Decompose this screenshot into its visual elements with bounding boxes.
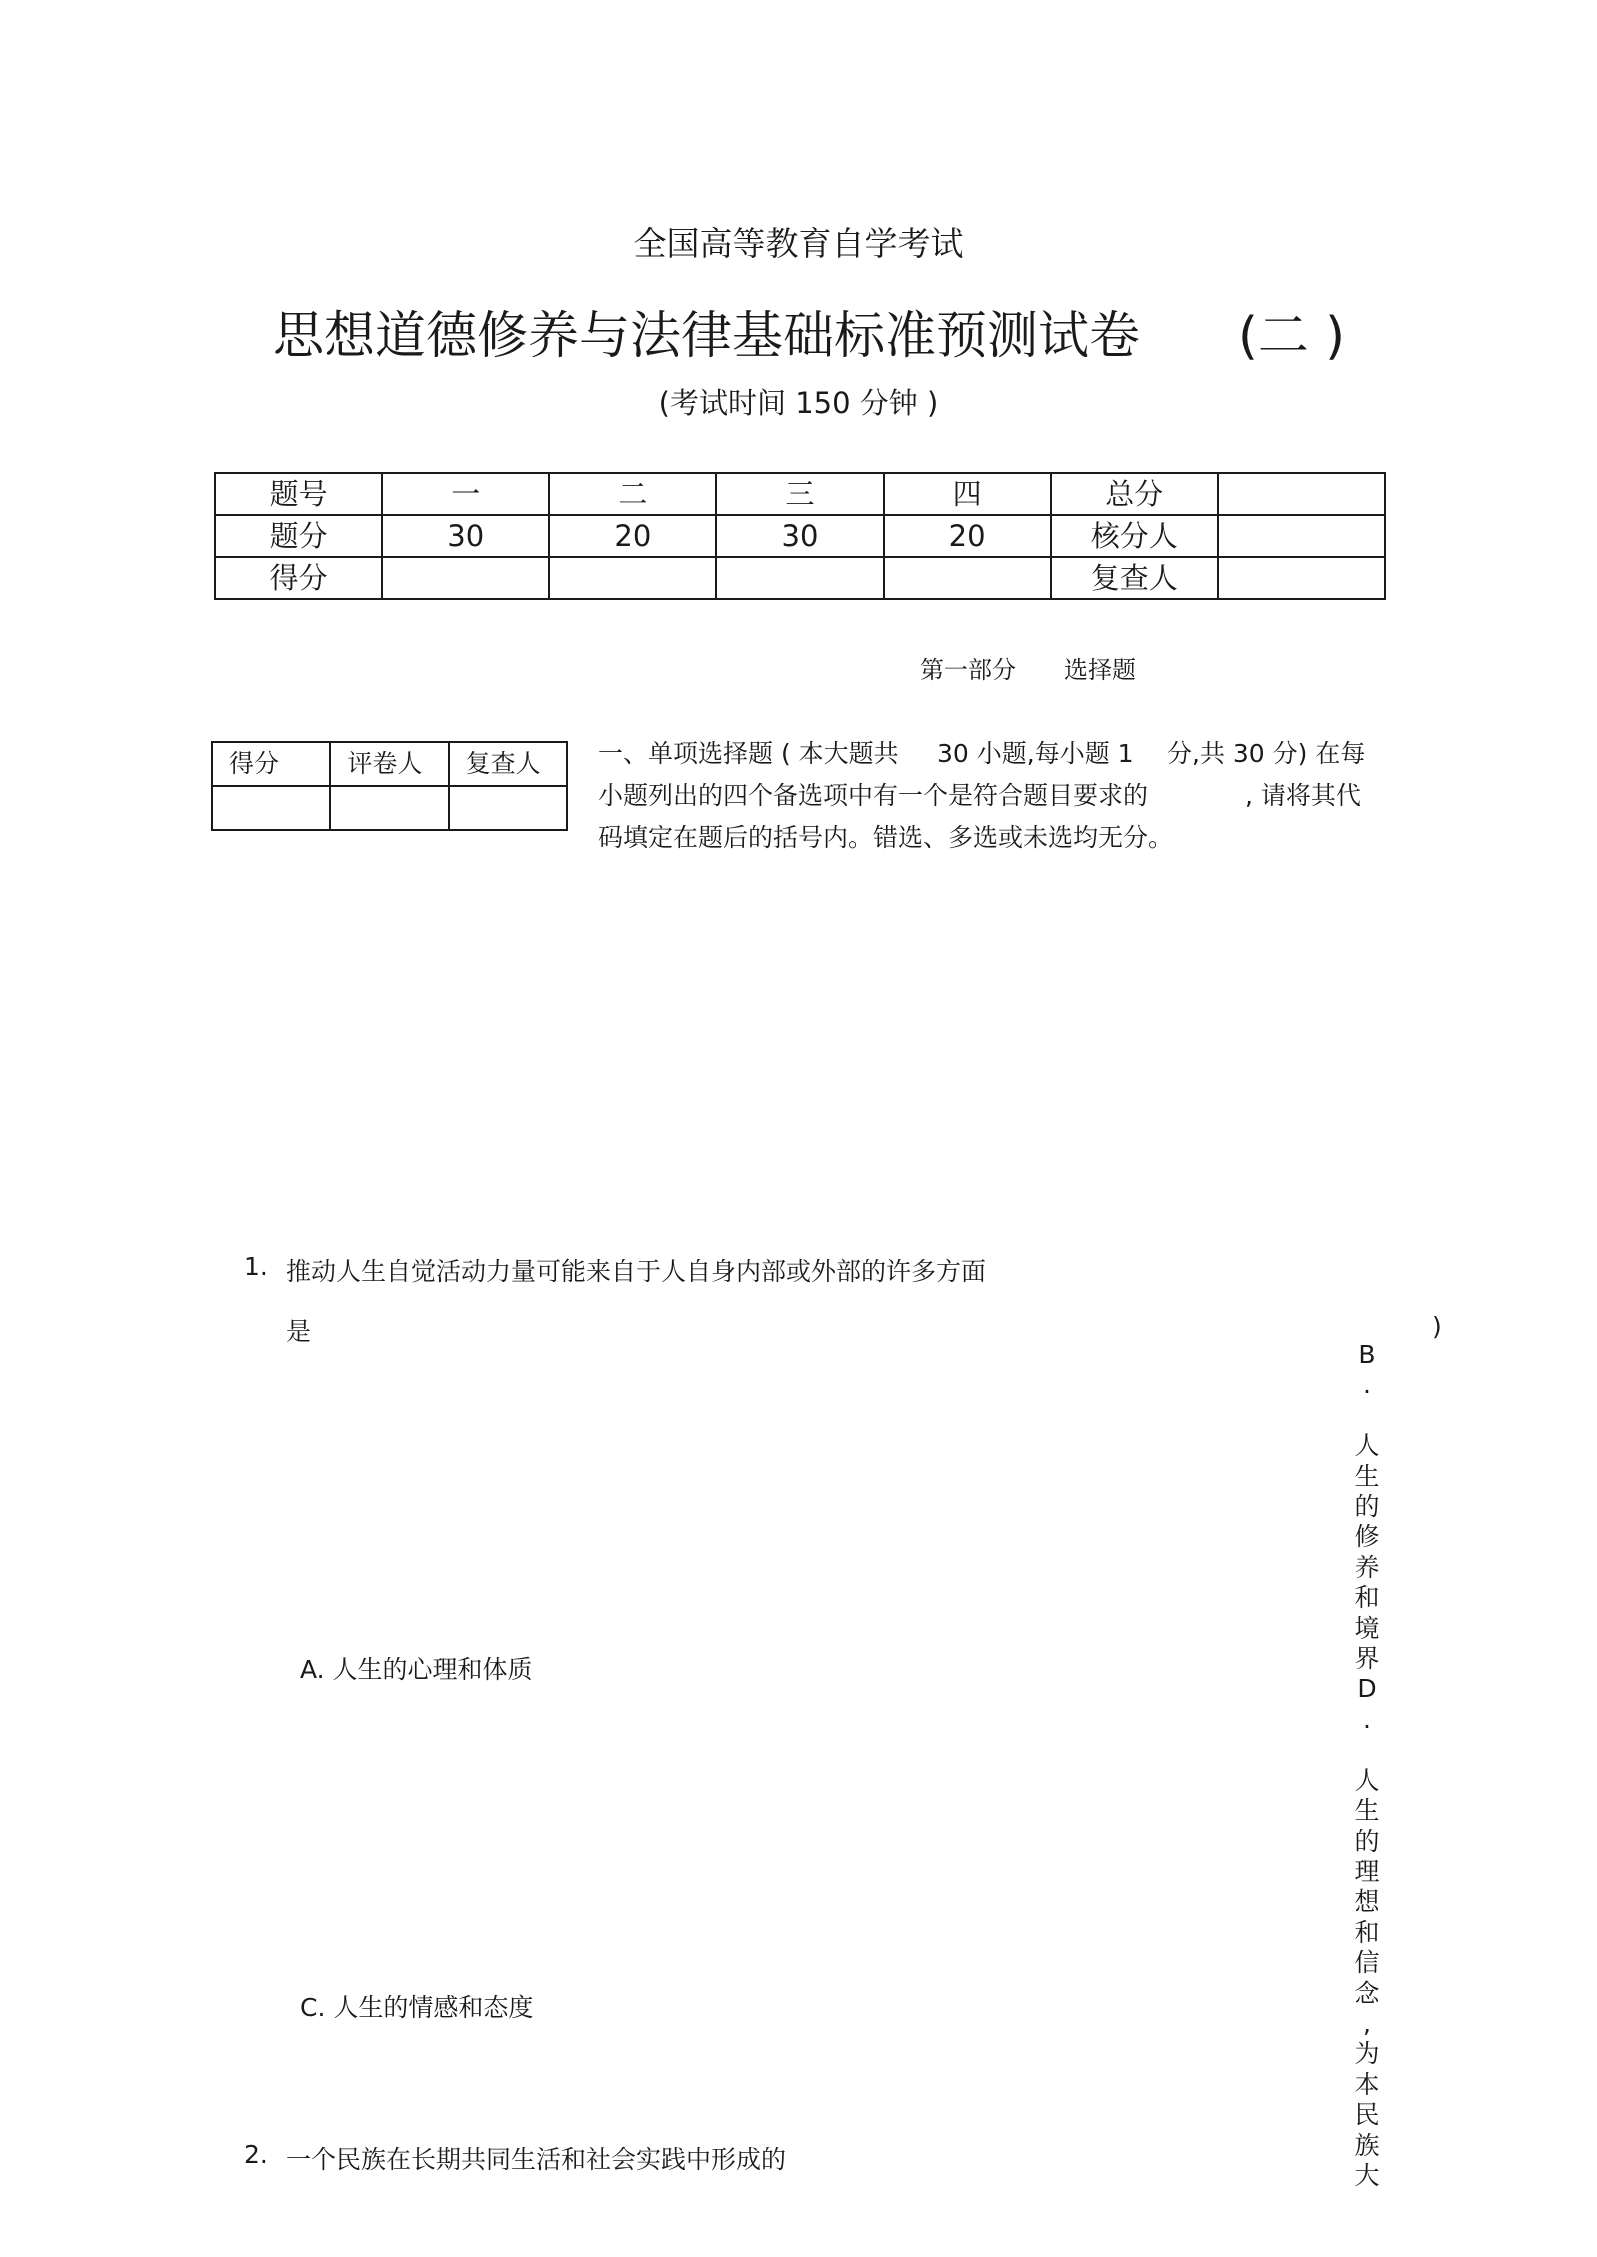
question-2-text: 一个民族在长期共同生活和社会实践中形成的: [286, 2145, 787, 2174]
vertical-char: D: [1357, 1674, 1377, 1704]
score-table-cell: 得分: [215, 557, 382, 599]
score-table-cell: 二: [549, 473, 716, 515]
vertical-char: 人: [1354, 1765, 1380, 1795]
question-1-text: 推动人生自觉活动力量可能来自于人自身内部或外部的许多方面: [286, 1257, 987, 1286]
grader-header-cell: 评卷人: [330, 742, 448, 786]
vertical-char: 理: [1354, 1856, 1380, 1886]
score-table-cell: 复查人: [1051, 557, 1218, 599]
score-table-row: [215, 557, 1385, 599]
part-heading: [920, 650, 1136, 685]
score-table-cell: 三: [716, 473, 883, 515]
score-table-cell[interactable]: [382, 557, 549, 599]
score-table-cell: 题分: [215, 515, 382, 557]
grader-header-row: [212, 742, 567, 786]
vertical-char: 想: [1354, 1887, 1380, 1917]
score-table-cell: 一: [382, 473, 549, 515]
score-table-cell[interactable]: [716, 557, 883, 599]
question-1-option-a: A. 人生的心理和体质: [300, 1655, 533, 1684]
vertical-char: 信: [1354, 1948, 1380, 1978]
exam-subtitle: 全国高等教育自学考试: [633, 224, 964, 263]
vertical-char: 的: [1354, 1826, 1380, 1856]
vertical-char: ,为: [1354, 2008, 1380, 2069]
score-table-row: [215, 473, 1385, 515]
vertical-char: .: [1363, 1704, 1371, 1734]
score-table-cell: 30: [716, 515, 883, 557]
vertical-char: 念: [1354, 1978, 1380, 2008]
vertical-char: 境: [1354, 1613, 1380, 1643]
score-table-cell: 20: [549, 515, 716, 557]
grader-input-cell[interactable]: [449, 786, 567, 830]
score-table-cell[interactable]: [884, 557, 1051, 599]
instructions-line1c: 分,共 30 分) 在每: [1167, 739, 1366, 768]
vertical-char: B: [1358, 1340, 1376, 1369]
instructions-line1b: 30 小题,每小题 1: [937, 739, 1134, 768]
score-table-cell[interactable]: [1218, 473, 1385, 515]
instructions-line2b: , 请将其代: [1245, 781, 1361, 810]
part-label: 第一部分: [920, 656, 1016, 684]
question-1-option-c: C. 人生的情感和态度: [300, 1993, 534, 2022]
vertical-char: 人: [1354, 1431, 1380, 1461]
question-1-continuation: 是: [286, 1317, 312, 1346]
vertical-char: 养: [1354, 1552, 1380, 1582]
exam-title: 思想道德修养与法律基础标准预测试卷: [273, 307, 1141, 366]
score-table-cell: 题号: [215, 473, 382, 515]
score-table-cell: 总分: [1051, 473, 1218, 515]
vertical-char: 修: [1354, 1522, 1380, 1552]
score-table-cell: 30: [382, 515, 549, 557]
score-table-cell[interactable]: [1218, 515, 1385, 557]
grader-table: [211, 741, 568, 831]
instructions-line2a: 小题列出的四个备选项中有一个是符合题目要求的: [598, 781, 1149, 810]
vertical-char: 大: [1354, 2160, 1380, 2190]
score-table-cell: 四: [884, 473, 1051, 515]
exam-title-number: (二 ): [1238, 307, 1346, 366]
vertical-char: [1352, 1735, 1382, 1765]
grader-input-row: [212, 786, 567, 830]
vertical-char: 本: [1354, 2069, 1380, 2099]
grader-input-cell[interactable]: [330, 786, 448, 830]
grader-header-cell: 复查人: [449, 742, 567, 786]
vertical-char: [1352, 1401, 1382, 1431]
question-2-number: 2.: [244, 2140, 268, 2169]
score-table-cell[interactable]: [549, 557, 716, 599]
part-name: 选择题: [1064, 656, 1136, 684]
vertical-char: 的: [1354, 1492, 1380, 1522]
question-1-number: 1.: [244, 1252, 268, 1281]
score-table-cell: 核分人: [1051, 515, 1218, 557]
vertical-char: 族: [1354, 2130, 1380, 2160]
vertical-char: 民: [1354, 2100, 1380, 2130]
grader-header-cell: 得分: [212, 742, 330, 786]
vertical-char: 界: [1354, 1644, 1380, 1674]
vertical-char: .: [1363, 1370, 1371, 1400]
score-table-row: [215, 515, 1385, 557]
vertical-char: 和: [1354, 1917, 1380, 1947]
score-table-cell[interactable]: [1218, 557, 1385, 599]
score-table-cell: 20: [884, 515, 1051, 557]
score-table: [214, 472, 1386, 600]
grader-input-cell[interactable]: [212, 786, 330, 830]
vertical-char: 和: [1354, 1583, 1380, 1613]
question-1-answer-paren: ): [1432, 1312, 1442, 1341]
vertical-char: 生: [1354, 1461, 1380, 1491]
vertical-char: 生: [1354, 1796, 1380, 1826]
instructions-line3: 码填定在题后的括号内。错选、多选或未选均无分。: [598, 823, 1174, 852]
exam-duration: (考试时间 150 分钟 ): [658, 386, 939, 420]
vertical-options-text: [1352, 1340, 1382, 2191]
instructions-line1a: 一、单项选择题 ( 本大题共: [598, 739, 899, 768]
